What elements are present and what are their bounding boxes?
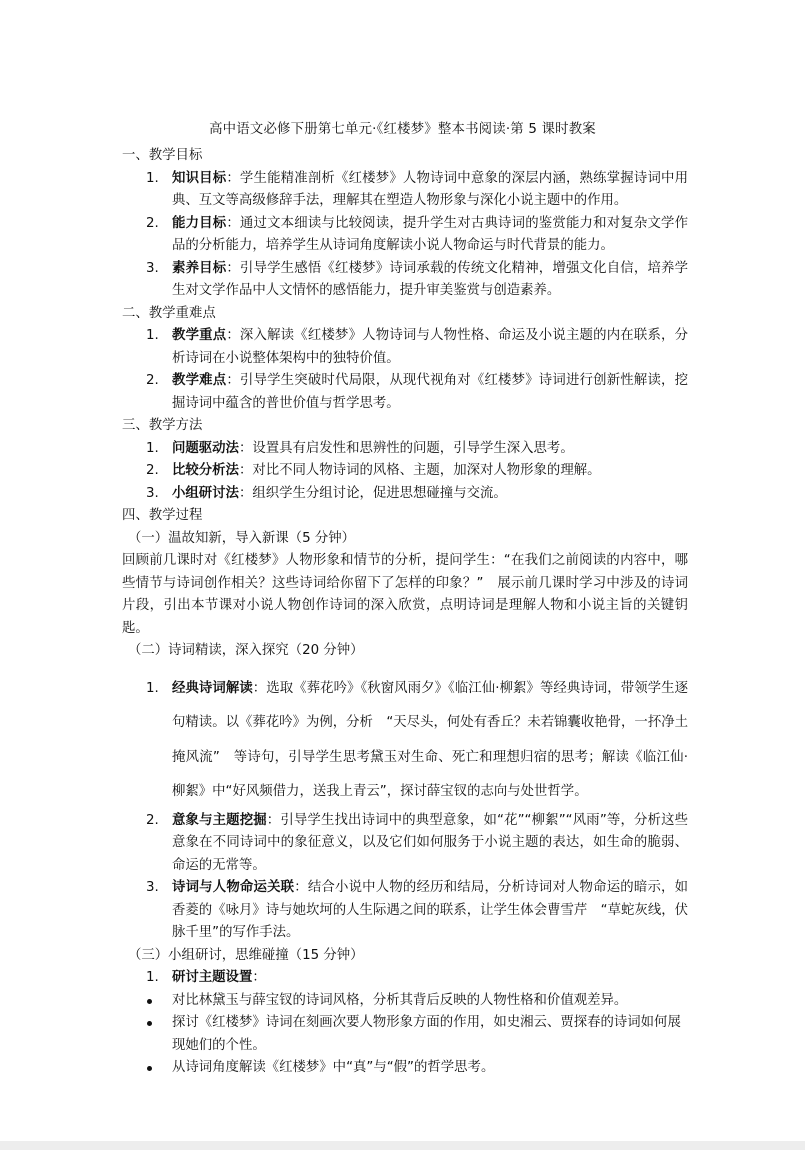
item-text: ：深入解读《红楼梦》人物诗词与人物性格、命运及小说主题的内在联系，分析诗词在小说整体架构中的独特价值。	[172, 328, 689, 366]
bullet-item	[122, 990, 688, 1013]
list-number: 1.	[146, 680, 159, 696]
bullet-icon	[147, 999, 152, 1004]
item-text: ：通过文本细读与比较阅读，提升学生对古典诗词的鉴赏能力和对复杂文学作品的分析能力，培养学生从诗词角度解读小说人物命运与时代背景的能力。	[172, 215, 689, 253]
list-number: 3.	[146, 485, 159, 501]
section-heading-goals: 一、教学目标	[122, 148, 203, 163]
list-number: 2.	[146, 215, 159, 231]
item-text: ：对比不同人物诗词的风格、主题，加深对人物形象的理解。	[238, 463, 601, 478]
section-heading-process: 四、教学过程	[122, 508, 203, 523]
subsection-heading: （三）小组研讨，思维碰撞（15 分钟）	[128, 947, 364, 963]
item-text: ：结合小说中人物的经历和结局，分析诗词对人物命运的暗示，如香菱的《咏月》诗与她坎坷的人生际遇之间的联系，让学生体会曹雪芹 “草蛇灰线，伏脉千里”的写作手法。	[172, 880, 689, 940]
item-text: ：选取《葬花吟》《秋窗风雨夕》《临江仙·柳絮》等经典诗词，带领学生逐句精读。以《葬花吟》为例，分析 “天尽头，何处有香丘？未若锦囊收艳骨，一抔净土掩风流” 等诗句，引导学生思考黛玉对生命、死亡和理想归宿的思考；解读《临江仙·柳絮》中“好风频借力，送我上青云”，探讨薛宝钗的志向与处世哲学。	[172, 680, 689, 799]
list-item	[122, 168, 688, 213]
bullet-item	[122, 1057, 688, 1080]
item-text: ：	[252, 970, 266, 985]
list-number: 1.	[146, 328, 159, 343]
item-label: 问题驱动法	[172, 440, 239, 456]
list-item	[122, 213, 688, 258]
list-item	[122, 483, 688, 506]
list-number: 3.	[146, 260, 159, 276]
list-number: 2.	[146, 373, 159, 388]
item-label: 能力目标	[172, 215, 227, 231]
paragraph: 回顾前几课时对《红楼梦》人物形象和情节的分析，提问学生：“在我们之前阅读的内容中，哪些情节与诗词创作相关？这些诗词给你留下了怎样的印象？” 展示前几课时学习中涉及的诗词片段，引出本节课对小说人物创作诗词的深入欣赏，点明诗词是理解人物和小说主旨的关键钥匙。	[122, 553, 688, 636]
list-number: 2.	[146, 812, 159, 828]
section-heading-methods: 三、教学方法	[122, 418, 203, 433]
item-text: ：引导学生感悟《红楼梦》诗词承载的传统文化精神，增强文化自信，培养学生对文学作品中人文情怀的感悟能力，提升审美鉴赏与创造素养。	[172, 260, 689, 298]
subsection-heading: （一）温故知新，导入新课（5 分钟）	[128, 530, 356, 546]
list-item	[122, 877, 688, 945]
list-number: 2.	[146, 463, 159, 478]
list-number: 1.	[146, 440, 159, 456]
list-item	[122, 460, 688, 483]
item-label: 意象与主题挖掘	[172, 812, 267, 828]
item-label: 教学难点	[172, 373, 227, 388]
bullet-text: 从诗词角度解读《红楼梦》中“真”与“假”的哲学思考。	[172, 1060, 495, 1075]
item-text: ：引导学生找出诗词中的典型意象，如“花”“柳絮”“风雨”等，分析这些意象在不同诗词中的象征意义，以及它们如何服务于小说主题的表达，如生命的脆弱、命运的无常等。	[172, 812, 689, 873]
list-number: 1.	[146, 970, 159, 985]
item-label: 小组研讨法	[172, 485, 239, 501]
item-label: 比较分析法	[172, 463, 239, 478]
list-item	[122, 810, 688, 878]
item-label: 诗词与人物命运关联	[172, 880, 295, 895]
item-label: 知识目标	[172, 170, 227, 186]
subsection-heading: （二）诗词精读，深入探究（20 分钟）	[128, 643, 364, 658]
bullet-item	[122, 1012, 688, 1057]
list-item	[122, 370, 688, 415]
document-title: 高中语文必修下册第七单元·《红楼梦》整本书阅读·第 5 课时教案	[209, 122, 596, 137]
item-text: ：组织学生分组讨论，促进思想碰撞与交流。	[238, 485, 507, 501]
section-heading-keypoints: 二、教学重难点	[122, 305, 216, 321]
list-item	[122, 438, 688, 461]
list-item	[122, 967, 688, 990]
item-text: ：引导学生突破时代局限，从现代视角对《红楼梦》诗词进行创新性解读，挖掘诗词中蕴含的普世价值与哲学思考。	[172, 373, 689, 411]
bullet-text: 探讨《红楼梦》诗词在刻画次要人物形象方面的作用，如史湘云、贾探春的诗词如何展现她们的个性。	[172, 1015, 681, 1053]
list-number: 1.	[146, 170, 159, 186]
item-label: 教学重点	[172, 328, 227, 343]
item-label: 素养目标	[172, 260, 227, 276]
bullet-text: 对比林黛玉与薛宝钗的诗词风格，分析其背后反映的人物性格和价值观差异。	[172, 992, 628, 1008]
item-label: 研讨主题设置	[172, 970, 253, 985]
bullet-icon	[147, 1021, 152, 1026]
item-text: ：学生能精准剖析《红楼梦》人物诗词中意象的深层内涵，熟练掌握诗词中用典、互文等高级修辞手法，理解其在塑造人物形象与深化小说主题中的作用。	[172, 170, 689, 208]
item-text: ：设置具有启发性和思辨性的问题，引导学生深入思考。	[238, 440, 574, 456]
item-label: 经典诗词解读	[172, 680, 253, 696]
page-bottom-edge	[0, 1141, 805, 1150]
bullet-icon	[147, 1066, 152, 1071]
document-body	[122, 145, 688, 1080]
list-number: 3.	[146, 880, 159, 895]
list-item	[122, 258, 688, 303]
list-item	[122, 672, 688, 810]
list-item	[122, 325, 688, 370]
